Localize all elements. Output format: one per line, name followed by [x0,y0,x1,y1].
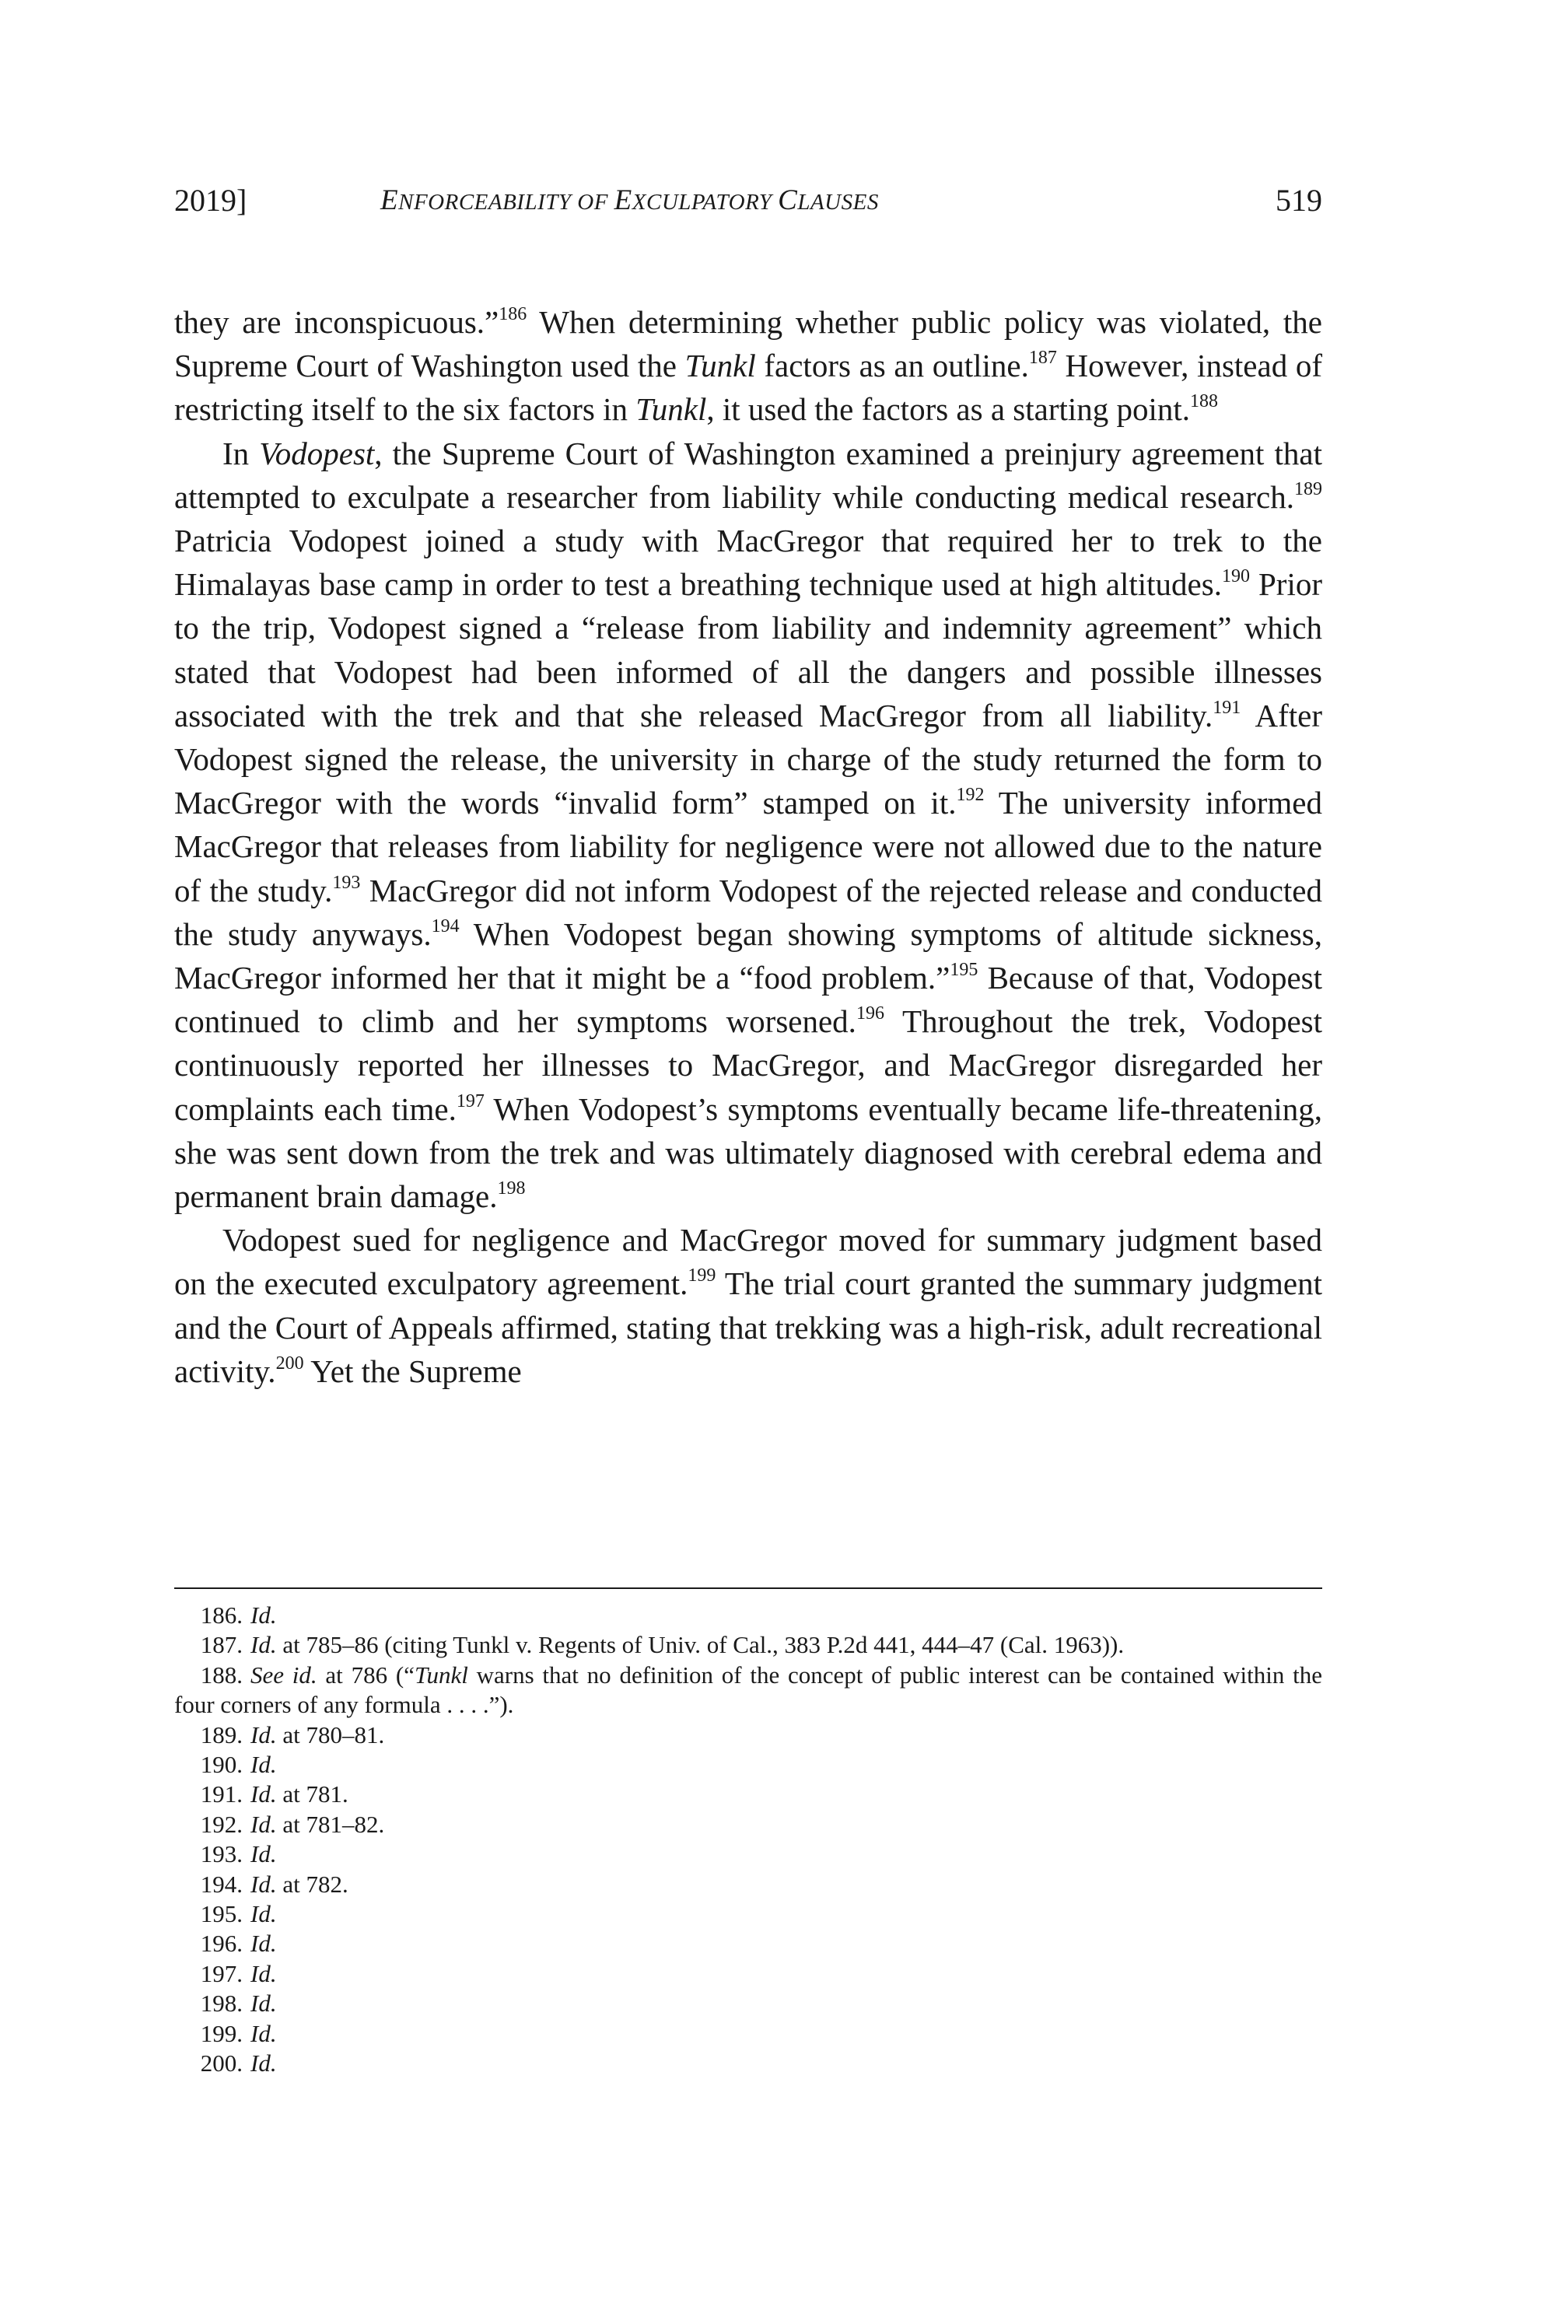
footnote-ref: 199 [688,1265,716,1286]
footnote: 197. Id. [200,1959,277,1987]
footnote-ref: 196 [856,1003,884,1024]
footnote-ref: 187 [1028,348,1057,369]
footnote-ref: 197 [456,1090,485,1111]
footnote: 190. Id. [200,1751,277,1779]
footnote: 199. Id. [200,2019,277,2047]
footnote: 186. Id. [200,1601,277,1629]
footnote-ref: 186 [499,304,527,324]
footnote-ref: 189 [1294,478,1322,499]
running-header [174,177,1322,224]
footnote-ref: 194 [431,915,460,936]
footnote: 196. Id. [200,1930,277,1958]
footnote: 189. Id. at 780–81. [200,1720,385,1748]
footnote: 200. Id. [200,2049,277,2077]
footnote: 194. Id. at 782. [200,1870,348,1898]
body-text [174,300,1322,1393]
footnote: 192. Id. at 781–82. [200,1810,385,1838]
footnote-ref: 188 [1190,391,1219,412]
footnote: 195. Id. [200,1900,277,1928]
footnote-ref: 195 [950,960,978,981]
footnote-ref: 192 [956,785,985,806]
paragraph: In Vodopest, the Supreme Court of Washington examined a preinjury agreement that attempted to exculpate a researcher from liability while conducting medical research.$^{189}$ Patricia Vodopest joined a study with MacGregor that required her to trek to the Himalayas base camp in order to test a breathing technique used at high altitudes.$^{190}$ Prior to the trip, Vodopest signed a “release from liability and indemnity agreement” which stated that Vodopest had been informed of all the dangers and possible illnesses associated with the trek and that she released MacGregor from all liability.$^{191}$ After Vodopest signed the release, the university in charge of the study returned the form to MacGregor with the words “invalid form” stamped on it.$^{192}$ The university informed MacGregor that releases from liability for negligence were not allowed due to the nature of the study.$^{193}$ MacGregor did not inform Vodopest of the rejected release and conducted the study anyways.$^{194}$ When Vodopest began showing symptoms of altitude sickness, MacGregor informed her that it might be a “food problem.”$^{195}$ Because of that, Vodopest continued to climb and her symptoms worsened.$^{196}$ Throughout the trek, Vodopest continuously reported her illnesses to MacGregor, and MacGregor disregarded her complaints each time.$^{197}$ When Vodopest’s symptoms eventually became life-threatening, she was sent down from the trek and was ultimately diagnosed with cerebral edema and permanent brain damage.$^{198}$ [174,435,1322,1215]
footnote-ref: 191 [1213,697,1241,718]
footnotes [174,1601,1322,2079]
footnote-ref: 198 [497,1178,526,1199]
footnote: 193. Id. [200,1840,277,1868]
footnote: 187. Id. at 785–86 (citing Tunkl v. Regents of Univ. of Cal., 383 P.2d 441, 444–47 (Cal. 1963)). [200,1631,1125,1659]
volume-year: 2019] [174,183,247,218]
footnote: 188. See id. at 786 (“Tunkl warns that no definition of the concept of public interest can be contained within the four corners of any formula . . . .”). [174,1661,1322,1719]
footnote-ref: 190 [1221,566,1250,587]
footnote-divider [174,1587,1322,1589]
footnote: 198. Id. [200,1990,277,2018]
paragraph: Vodopest sued for negligence and MacGregor moved for summary judgment based on the executed exculpatory agreement.$^{199}$ The trial court granted the summary judgment and the Court of Appeals affirmed, stating that trekking was a high-risk, adult recreational activity.$^{200}$ Yet the Supreme [174,1222,1322,1389]
paragraph: they are inconspicuous.”$^{186}$ When determining whether public policy was violated, the Supreme Court of Washington used the Tunkl factors as an outline.$^{187}$ However, instead of restricting itself to the six factors in Tunkl, it used the factors as a starting point.$^{188}$ [174,304,1323,428]
page-number: 519 [1276,183,1322,218]
footnote: 191. Id. at 781. [200,1780,348,1808]
running-title: ENFORCEABILITY OF EXCULPATORY CLAUSES [380,184,879,216]
footnote-ref: 200 [275,1353,304,1374]
footnote-ref: 193 [332,872,361,893]
